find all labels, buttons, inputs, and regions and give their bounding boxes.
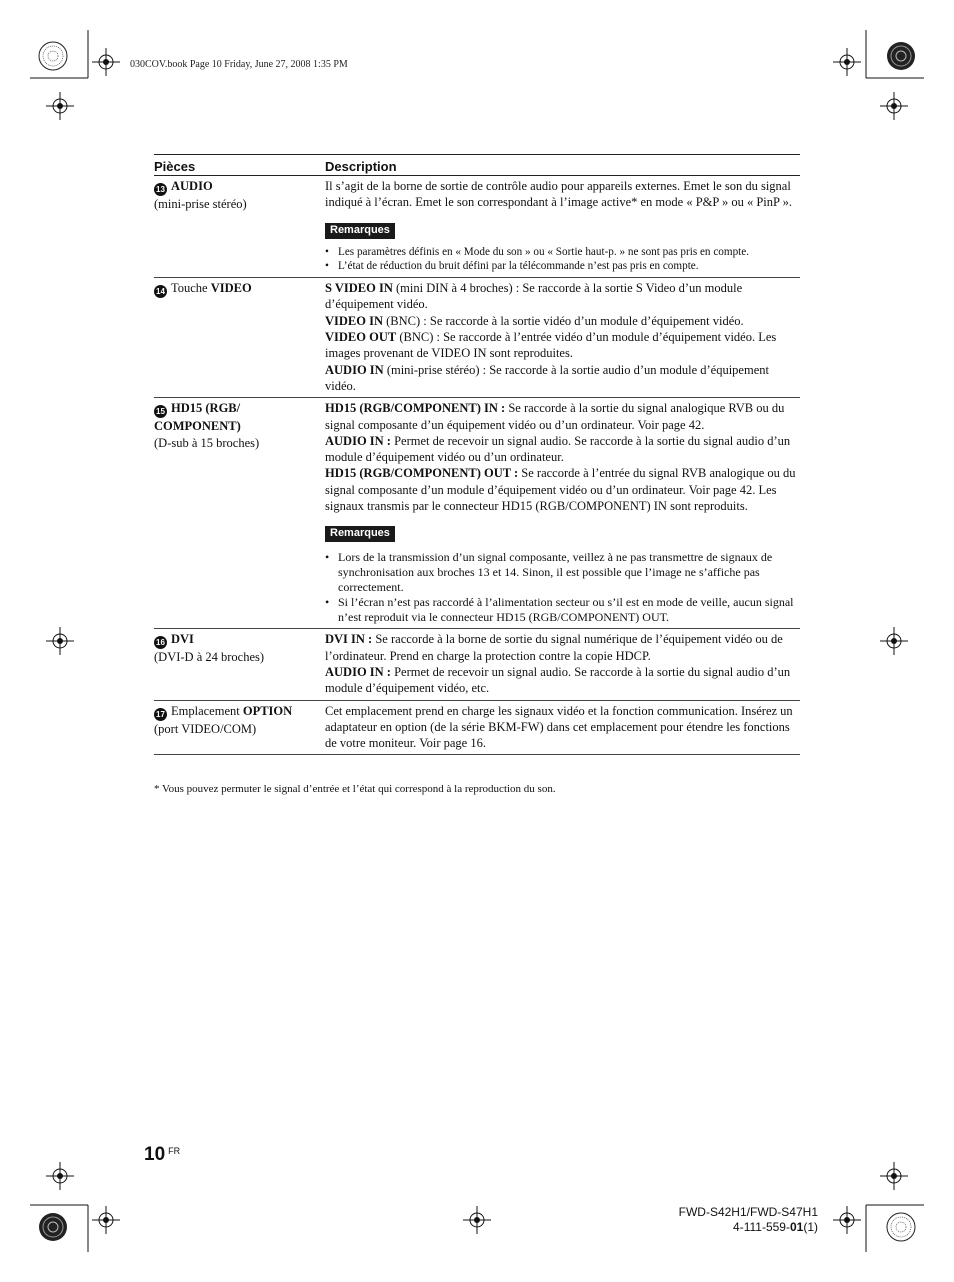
code-suffix: (1) [803,1220,818,1234]
item-text: Permet de recevoir un signal audio. Se raccorde à la sortie du signal audio d’un module d’équipement vidéo ou d’un ordinateur. [325,433,791,465]
item-number: 16 [154,636,167,649]
description-item [325,631,800,664]
description-item [325,465,800,514]
item-label: AUDIO IN : [325,664,391,679]
table-row [154,629,800,700]
part-name: VIDEO [210,281,252,296]
item-number: 14 [154,285,167,298]
description-cell [325,280,800,394]
item-text: Permet de recevoir un signal audio. Se raccorde à la sortie du signal audio d’un module d’équipement vidéo, etc. [325,664,791,696]
item-text: (BNC) : Se raccorde à l’entrée vidéo d’un module d’équipement vidéo. Les images provenant de VIDEO IN sont reproduites. [325,330,777,361]
part-sub: (D-sub à 15 broches) [154,435,260,450]
part-name: DVI [171,632,194,647]
description-item [325,400,800,433]
item-label: S VIDEO IN [325,281,393,296]
table-header [154,154,800,176]
part-cell [154,703,325,752]
col-header-parts: Pièces [154,159,196,174]
list-item: • L’état de réduction du bruit défini par la télécommande n’est pas pris en compte. [338,259,800,274]
item-text: (mini DIN à 4 broches) : Se raccorde à la sortie S Video d’un module d’équipement vidéo. [325,281,743,312]
item-number: 17 [154,708,167,721]
document-code [679,1220,818,1235]
page-lang: FR [168,1146,181,1156]
description-item [325,313,800,329]
description-text: Il s’agit de la borne de sortie de contrôle audio pour appareils externes. Emet le son du signal indiqué à l’écran. Emet le son correspondant à l’image active* en mode « P&P » ou « PinP ». [325,179,793,210]
description-item [325,664,800,697]
part-cell [154,400,325,625]
item-text: (mini-prise stéréo) : Se raccorde à la sortie audio d’un module d’équipement vidéo. [325,362,769,393]
part-sub: (mini-prise stéréo) [154,197,247,211]
notes-list [325,550,800,625]
part-sub: (port VIDEO/COM) [154,721,257,736]
list-item: • Si l’écran n’est pas raccordé à l’alimentation secteur ou s’il est en mode de veille, aucun signal n’est reproduit via le connecteur HD15 (RGB/COMPONENT) OUT. [338,595,800,625]
item-text: Se raccorde à la borne de sortie du signal numérique de l’équipement vidéo ou de l’ordinateur. Prend en charge la protection contre la copie HDCP. [325,632,783,663]
part-prefix: Touche [171,281,211,296]
footnote: * Vous pouvez permuter le signal d’entrée et l’état qui correspond à la reproduction du son. [154,783,556,795]
part-prefix: Emplacement [171,703,243,718]
code-bold: 01 [789,1220,804,1234]
code-prefix: 4-111-559- [733,1220,790,1234]
part-cell [154,280,325,394]
part-cell [154,178,325,274]
item-label: AUDIO IN [325,362,384,377]
description-cell [325,178,800,274]
list-item: • Lors de la transmission d’un signal composante, veillez à ne pas transmettre de signaux de synchronisation aux broches 13 et 14. Sinon, il est possible que l’image ne s’affiche pas correctement. [338,550,800,595]
item-label: AUDIO IN : [325,433,391,448]
description-cell [325,703,800,752]
model-info [679,1205,818,1235]
table-row [154,398,800,629]
item-label: VIDEO IN [325,313,383,328]
item-number: 15 [154,405,167,418]
description-text: Cet emplacement prend en charge les signaux vidéo et la fonction communication. Insérez un adaptateur en option (de la série BKM-FW) dans cet emplacement pour étendre les fonctions de votre moniteur. Voir page 16. [325,703,793,751]
part-name: OPTION [242,703,293,718]
item-number: 13 [154,183,167,196]
table-row [154,701,800,756]
item-text: Se raccorde à l’entrée du signal RVB analogique ou du signal composante d’un module d’équipement vidéo ou d’un ordinateur. Voir page 42. Les signaux transmis par le connecteur HD15 (RGB/COMPONENT) IN sont reproduits. [325,466,796,514]
notes-label: Remarques [325,526,395,542]
description-item [325,329,800,362]
item-text: (BNC) : Se raccorde à la sortie vidéo d’un module d’équipement vidéo. [383,313,744,328]
item-label: DVI IN : [325,632,373,647]
part-sub: (DVI-D à 24 broches) [154,650,265,665]
item-text: Se raccorde à la sortie du signal analogique RVB ou du signal composante d’un équipement vidéo ou d’un ordinateur. Voir page 42. [325,401,785,432]
list-item: • Les paramètres définis en « Mode du son » ou « Sortie haut-p. » ne sont pas pris en compte. [338,245,800,260]
page-number-value: 10 [144,1144,166,1165]
notes-label: Remarques [325,223,395,239]
description-item [325,362,800,395]
description-item [325,280,800,313]
book-header: 030COV.book Page 10 Friday, June 27, 2008 1:35 PM [130,59,348,70]
part-name: HD15 (RGB/ COMPONENT) [154,401,241,434]
part-name: AUDIO [171,179,213,193]
description-cell [325,631,800,696]
col-header-description: Description [325,159,397,174]
item-label: HD15 (RGB/COMPONENT) IN : [325,401,506,416]
part-cell [154,631,325,696]
table-row [154,176,800,278]
table-row [154,278,800,398]
notes-list [325,245,800,275]
model-name: FWD-S42H1/FWD-S47H1 [678,1205,818,1219]
description-cell [325,400,800,625]
parts-table [154,154,800,755]
item-label: VIDEO OUT [325,330,397,345]
description-item [325,433,800,466]
item-label: HD15 (RGB/COMPONENT) OUT : [325,466,519,481]
page-number [144,1144,180,1166]
